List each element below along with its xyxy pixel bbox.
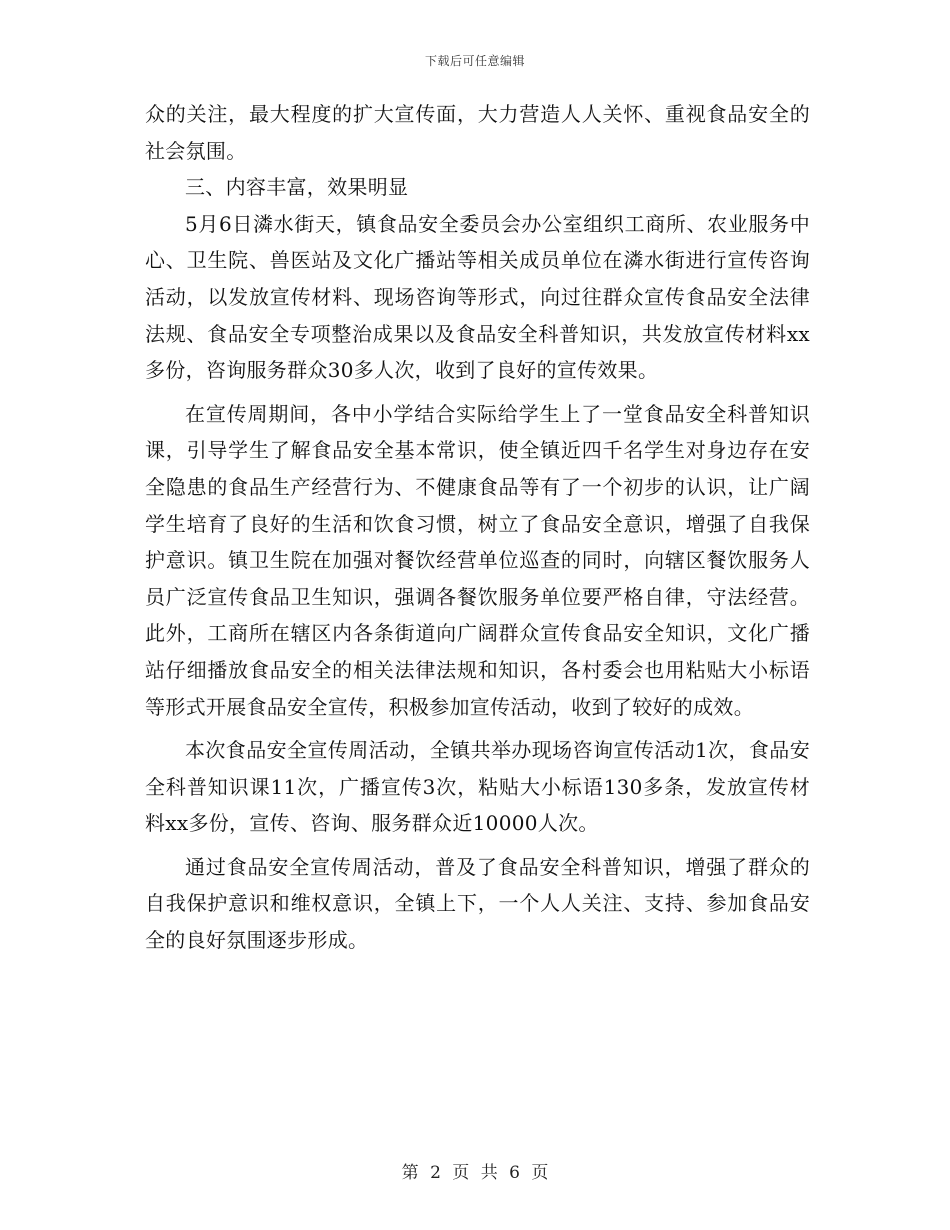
document-body (145, 96, 810, 959)
section-heading: 三、内容丰富，效果明显 (185, 175, 409, 200)
paragraph-school-activities: 在宣传周期间，各中小学结合实际给学生上了一堂食品安全科普知识课，引导学生了解食品安全基本常识，使全镇近四千名学生对身边存在安全隐患的食品生产经营行为、不健康食品等有了一个初步的认识，让广阔学生培育了良好的生活和饮食习惯，树立了食品安全意识，增强了自我保护意识。镇卫生院在加强对餐饮经营单位巡查的同时，向辖区餐饮服务人员广泛宣传食品卫生知识，强调各餐饮服务单位要严格自律，守法经营。此外，工商所在辖区内各条街道向广阔群众宣传食品安全知识，文化广播站仔细播放食品安全的相关法律法规和知识，各村委会也用粘贴大小标语等形式开展食品安全宣传，积极参加宣传活动，收到了较好的成效。 (145, 401, 810, 719)
paragraph-statistics: 本次食品安全宣传周活动，全镇共举办现场咨询宣传活动1次，食品安全科普知识课11次，广播宣传3次，粘贴大小标语130多条，发放宣传材料xx多份，宣传、咨询、服务群众近10000人次。 (145, 738, 810, 836)
page-number: 第 2 页 共 6 页 (401, 1163, 549, 1183)
paragraph-conclusion: 通过食品安全宣传周活动，普及了食品安全科普知识，增强了群众的自我保护意识和维权意识，全镇上下，一个人人关注、支持、参加食品安全的良好氛围逐步形成。 (145, 854, 810, 953)
page-header-note: 下载后可任意编辑 (424, 54, 525, 68)
paragraph-continued: 众的关注，最大程度的扩大宣传面，大力营造人人关怀、重视食品安全的社会氛围。 (145, 102, 810, 163)
paragraph-street-event: 5月6日潾水街天，镇食品安全委员会办公室组织工商所、农业服务中心、卫生院、兽医站及文化广播站等相关成员单位在潾水街进行宣传咨询活动，以发放宣传材料、现场咨询等形式，向过往群众宣传食品安全法律法规、食品安全专项整治成果以及食品安全科普知识，共发放宣传材料xx多份，咨询服务群众30多人次，收到了良好的宣传效果。 (145, 211, 810, 383)
